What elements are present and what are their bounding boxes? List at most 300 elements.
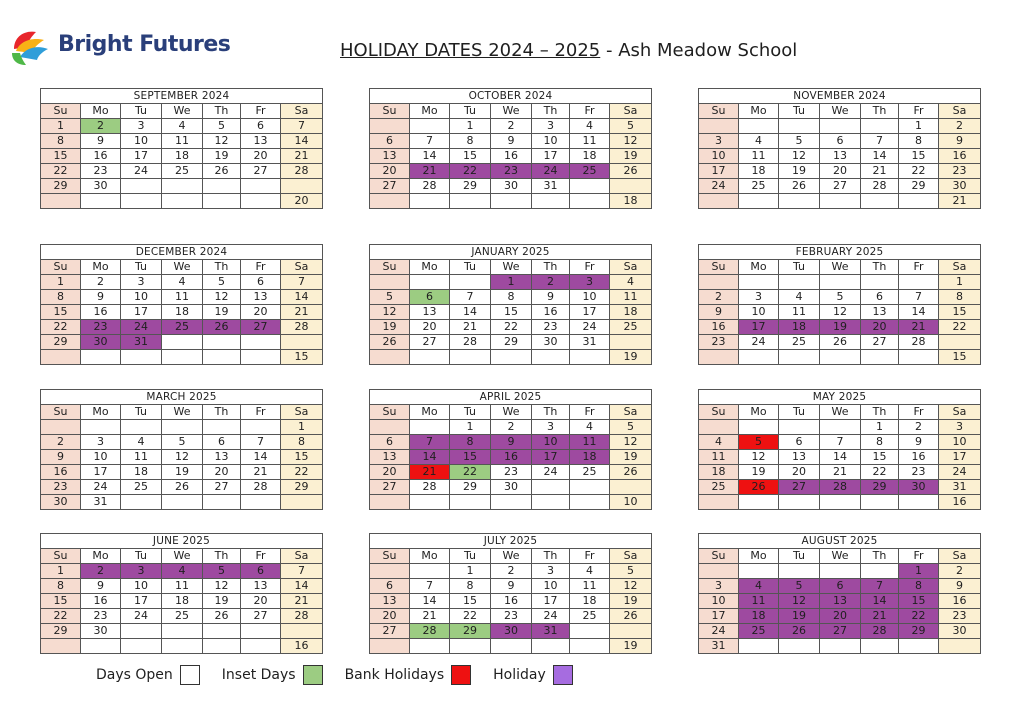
empty-cell [820, 495, 861, 510]
empty-cell [162, 639, 203, 654]
day-header: Th [861, 104, 899, 119]
day-cell: 13 [370, 450, 410, 465]
day-cell: 23 [939, 609, 981, 624]
day-cell: 1 [450, 119, 491, 134]
day-cell: 21 [410, 164, 450, 179]
day-cell: 2 [699, 290, 739, 305]
day-cell: 8 [41, 579, 81, 594]
legend [96, 664, 595, 686]
day-cell: 12 [370, 305, 410, 320]
day-cell: 2 [491, 420, 532, 435]
day-cell: 14 [281, 134, 323, 149]
legend-item-bank-holidays [345, 665, 472, 685]
day-cell: 16 [699, 320, 739, 335]
day-cell: 28 [410, 179, 450, 194]
day-cell: 23 [81, 320, 121, 335]
day-cell: 5 [779, 579, 820, 594]
day-cell: 30 [491, 179, 532, 194]
day-cell: 27 [370, 480, 410, 495]
day-cell [281, 335, 323, 350]
empty-cell [899, 350, 939, 365]
day-cell [410, 420, 450, 435]
day-cell [820, 275, 861, 290]
day-cell: 7 [861, 579, 899, 594]
day-cell: 16 [81, 594, 121, 609]
day-cell: 11 [570, 134, 610, 149]
day-cell: 29 [491, 335, 532, 350]
day-cell: 18 [121, 465, 162, 480]
legend-swatch [451, 665, 471, 685]
day-cell: 10 [699, 149, 739, 164]
day-cell: 15 [450, 149, 491, 164]
day-cell: 18 [162, 305, 203, 320]
day-cell [162, 624, 203, 639]
day-cell: 25 [699, 480, 739, 495]
day-cell: 7 [820, 435, 861, 450]
day-cell: 30 [939, 624, 981, 639]
day-cell [162, 335, 203, 350]
day-cell [610, 480, 652, 495]
day-header: Fr [899, 549, 939, 564]
day-cell: 16 [532, 305, 570, 320]
day-cell: 27 [861, 335, 899, 350]
empty-cell [81, 194, 121, 209]
empty-cell [241, 194, 281, 209]
empty-cell [370, 639, 410, 654]
day-cell: 11 [779, 305, 820, 320]
day-cell: 12 [203, 579, 241, 594]
day-cell: 21 [861, 164, 899, 179]
day-cell: 11 [121, 450, 162, 465]
legend-label: Bank Holidays [344, 667, 445, 683]
day-cell: 19 [779, 164, 820, 179]
empty-cell [899, 495, 939, 510]
day-cell: 31 [570, 335, 610, 350]
day-cell: 29 [41, 335, 81, 350]
day-cell: 23 [532, 320, 570, 335]
day-cell: 11 [570, 579, 610, 594]
day-cell: 5 [820, 290, 861, 305]
day-header: Mo [410, 104, 450, 119]
day-cell [779, 639, 820, 654]
day-header: Fr [241, 104, 281, 119]
day-cell: 5 [739, 435, 779, 450]
day-cell: 28 [899, 335, 939, 350]
day-cell: 4 [739, 134, 779, 149]
day-cell [739, 564, 779, 579]
empty-cell [491, 194, 532, 209]
day-cell: 27 [241, 320, 281, 335]
day-cell: 29 [450, 480, 491, 495]
day-header: Tu [450, 549, 491, 564]
day-cell: 8 [450, 579, 491, 594]
day-cell: 12 [610, 579, 652, 594]
day-cell: 22 [450, 164, 491, 179]
day-cell: 23 [491, 609, 532, 624]
day-cell [241, 335, 281, 350]
day-cell: 18 [162, 149, 203, 164]
day-cell: 20 [370, 465, 410, 480]
day-cell: 27 [820, 179, 861, 194]
day-cell [610, 335, 652, 350]
day-cell: 19 [370, 320, 410, 335]
empty-cell [532, 194, 570, 209]
day-header: Su [370, 405, 410, 420]
day-cell: 18 [779, 320, 820, 335]
empty-cell [699, 495, 739, 510]
day-cell: 15 [861, 450, 899, 465]
day-cell: 19 [739, 465, 779, 480]
day-cell [450, 275, 491, 290]
day-cell: 24 [121, 164, 162, 179]
day-cell: 13 [241, 290, 281, 305]
day-cell: 23 [491, 164, 532, 179]
day-cell [610, 179, 652, 194]
day-header: Tu [779, 405, 820, 420]
day-cell: 12 [203, 134, 241, 149]
day-cell: 30 [532, 335, 570, 350]
day-header: We [491, 549, 532, 564]
day-cell: 1 [491, 275, 532, 290]
day-cell: 13 [241, 579, 281, 594]
day-cell: 14 [861, 594, 899, 609]
day-cell: 3 [121, 119, 162, 134]
day-cell: 27 [370, 624, 410, 639]
day-header: Su [699, 549, 739, 564]
day-cell [699, 564, 739, 579]
month-title: NOVEMBER 2024 [699, 89, 981, 104]
month-calendar [698, 88, 981, 209]
day-cell: 3 [570, 275, 610, 290]
day-cell: 19 [610, 594, 652, 609]
empty-cell [450, 495, 491, 510]
day-cell: 26 [203, 164, 241, 179]
day-cell: 21 [281, 149, 323, 164]
month-calendar [698, 533, 981, 654]
day-cell: 28 [281, 609, 323, 624]
day-cell: 15 [450, 450, 491, 465]
day-cell: 20 [241, 305, 281, 320]
day-cell: 16 [491, 594, 532, 609]
day-cell: 18 [739, 164, 779, 179]
day-cell: 25 [570, 164, 610, 179]
day-header: Th [861, 260, 899, 275]
day-cell: 12 [610, 134, 652, 149]
day-cell: 8 [450, 134, 491, 149]
day-cell [410, 119, 450, 134]
day-cell: 2 [41, 435, 81, 450]
day-cell: 5 [203, 564, 241, 579]
day-header: Sa [939, 549, 981, 564]
day-cell: 6 [370, 435, 410, 450]
day-cell [41, 420, 81, 435]
day-cell: 23 [899, 465, 939, 480]
day-cell: 2 [81, 119, 121, 134]
brand-name: Bright Futures [58, 32, 231, 57]
day-cell [861, 564, 899, 579]
empty-cell [121, 639, 162, 654]
empty-cell [899, 194, 939, 209]
day-cell [241, 179, 281, 194]
day-header: Mo [410, 260, 450, 275]
day-cell: 20 [203, 465, 241, 480]
day-cell: 24 [570, 320, 610, 335]
empty-cell [491, 350, 532, 365]
month-title: MAY 2025 [699, 390, 981, 405]
month-calendar [369, 389, 652, 510]
day-header: We [162, 104, 203, 119]
day-cell: 8 [281, 435, 323, 450]
day-cell [81, 420, 121, 435]
day-header: We [162, 405, 203, 420]
day-cell: 12 [610, 435, 652, 450]
day-cell: 4 [570, 420, 610, 435]
day-cell: 4 [162, 275, 203, 290]
legend-swatch [180, 665, 200, 685]
day-cell: 28 [410, 624, 450, 639]
day-cell: 21 [281, 305, 323, 320]
day-cell: 24 [121, 609, 162, 624]
day-header: Su [41, 104, 81, 119]
day-cell [899, 275, 939, 290]
legend-item-days-open [96, 665, 200, 685]
day-cell: 6 [370, 134, 410, 149]
day-header: Th [532, 549, 570, 564]
day-cell [570, 624, 610, 639]
empty-cell [739, 350, 779, 365]
day-cell: 21 [820, 465, 861, 480]
day-cell: 16 [491, 450, 532, 465]
day-cell: 13 [203, 450, 241, 465]
day-cell [370, 119, 410, 134]
day-cell: 31 [81, 495, 121, 510]
day-cell: 30 [491, 624, 532, 639]
day-cell: 16 [939, 594, 981, 609]
day-cell: 28 [410, 480, 450, 495]
day-header: Tu [121, 549, 162, 564]
day-cell: 29 [281, 480, 323, 495]
day-cell: 30 [81, 624, 121, 639]
day-cell: 14 [281, 290, 323, 305]
empty-cell [699, 350, 739, 365]
day-cell: 17 [532, 149, 570, 164]
month-calendar [40, 88, 323, 209]
day-header: Mo [81, 405, 121, 420]
day-header: Mo [739, 260, 779, 275]
empty-cell [779, 350, 820, 365]
empty-cell [410, 350, 450, 365]
month-calendar [40, 389, 323, 510]
day-cell [370, 275, 410, 290]
day-cell: 6 [370, 579, 410, 594]
empty-cell [81, 350, 121, 365]
day-cell [532, 480, 570, 495]
day-cell: 19 [203, 149, 241, 164]
day-cell: 14 [899, 305, 939, 320]
day-header: We [491, 260, 532, 275]
day-cell: 24 [699, 624, 739, 639]
empty-cell [739, 495, 779, 510]
day-cell: 13 [820, 149, 861, 164]
empty-cell [121, 194, 162, 209]
day-cell: 9 [939, 579, 981, 594]
day-cell: 22 [450, 465, 491, 480]
open-days-total: 20 [281, 194, 323, 209]
day-cell: 6 [820, 579, 861, 594]
day-cell: 28 [241, 480, 281, 495]
day-cell: 2 [939, 119, 981, 134]
day-cell: 17 [121, 305, 162, 320]
page-title-main: HOLIDAY DATES 2024 – 2025 [340, 40, 601, 61]
day-header: Fr [570, 104, 610, 119]
day-cell: 30 [491, 480, 532, 495]
day-cell: 21 [241, 465, 281, 480]
day-cell: 30 [81, 179, 121, 194]
day-cell: 27 [241, 609, 281, 624]
day-cell: 22 [281, 465, 323, 480]
empty-cell [570, 639, 610, 654]
day-cell: 7 [410, 579, 450, 594]
day-header: We [820, 260, 861, 275]
day-cell: 1 [450, 564, 491, 579]
day-header: Sa [939, 104, 981, 119]
day-cell: 24 [739, 335, 779, 350]
empty-cell [241, 639, 281, 654]
day-cell: 12 [820, 305, 861, 320]
day-header: We [162, 549, 203, 564]
day-cell: 2 [491, 564, 532, 579]
month-title: AUGUST 2025 [699, 534, 981, 549]
empty-cell [241, 350, 281, 365]
day-cell: 31 [532, 179, 570, 194]
day-cell: 23 [81, 609, 121, 624]
day-cell: 6 [241, 275, 281, 290]
day-header: Sa [610, 104, 652, 119]
day-cell: 18 [739, 609, 779, 624]
day-cell: 5 [610, 564, 652, 579]
day-cell: 20 [820, 164, 861, 179]
day-cell: 10 [739, 305, 779, 320]
day-cell [162, 420, 203, 435]
day-cell: 30 [939, 179, 981, 194]
day-cell [739, 639, 779, 654]
day-cell [203, 495, 241, 510]
day-cell: 22 [939, 320, 981, 335]
day-cell: 2 [491, 119, 532, 134]
day-cell: 2 [899, 420, 939, 435]
day-cell [410, 564, 450, 579]
day-cell: 26 [203, 320, 241, 335]
day-cell: 29 [450, 624, 491, 639]
empty-cell [739, 194, 779, 209]
day-cell: 26 [820, 335, 861, 350]
empty-cell [41, 350, 81, 365]
day-cell [121, 495, 162, 510]
day-cell: 16 [939, 149, 981, 164]
day-cell: 21 [450, 320, 491, 335]
day-header: Tu [121, 260, 162, 275]
day-cell: 11 [570, 435, 610, 450]
day-cell: 27 [779, 480, 820, 495]
empty-cell [162, 194, 203, 209]
day-cell: 6 [410, 290, 450, 305]
day-cell: 9 [491, 435, 532, 450]
day-cell: 9 [41, 450, 81, 465]
day-cell: 2 [532, 275, 570, 290]
day-cell: 14 [281, 579, 323, 594]
day-header: We [820, 104, 861, 119]
day-cell: 22 [41, 320, 81, 335]
day-header: Mo [410, 405, 450, 420]
day-cell: 26 [610, 164, 652, 179]
day-cell: 30 [899, 480, 939, 495]
day-header: Sa [281, 104, 323, 119]
legend-label: Days Open [96, 667, 173, 683]
empty-cell [491, 495, 532, 510]
day-cell: 10 [121, 290, 162, 305]
day-cell [162, 495, 203, 510]
day-header: Tu [450, 104, 491, 119]
day-cell [820, 119, 861, 134]
day-cell: 16 [81, 305, 121, 320]
day-cell: 18 [162, 594, 203, 609]
day-cell: 25 [162, 164, 203, 179]
day-cell: 27 [241, 164, 281, 179]
day-header: Mo [81, 260, 121, 275]
day-header: Sa [281, 405, 323, 420]
day-cell [939, 335, 981, 350]
empty-cell [410, 495, 450, 510]
day-cell: 24 [532, 164, 570, 179]
empty-cell [81, 639, 121, 654]
day-cell [610, 624, 652, 639]
day-cell: 22 [450, 609, 491, 624]
day-cell: 20 [410, 320, 450, 335]
day-cell: 9 [899, 435, 939, 450]
empty-cell [450, 639, 491, 654]
day-cell: 24 [121, 320, 162, 335]
day-cell: 20 [861, 320, 899, 335]
day-cell: 13 [370, 594, 410, 609]
day-cell: 27 [410, 335, 450, 350]
day-header: Su [41, 549, 81, 564]
day-header: Sa [610, 260, 652, 275]
day-cell: 10 [81, 450, 121, 465]
day-header: Mo [739, 405, 779, 420]
day-cell: 13 [820, 594, 861, 609]
day-cell: 7 [410, 435, 450, 450]
day-cell: 15 [491, 305, 532, 320]
day-cell: 18 [699, 465, 739, 480]
day-cell: 24 [939, 465, 981, 480]
day-cell: 23 [81, 164, 121, 179]
day-header: Fr [899, 260, 939, 275]
day-cell [241, 420, 281, 435]
day-cell: 6 [241, 564, 281, 579]
open-days-total: 16 [281, 639, 323, 654]
month-title: JUNE 2025 [41, 534, 323, 549]
day-cell: 1 [861, 420, 899, 435]
day-cell: 25 [739, 179, 779, 194]
day-cell: 10 [532, 435, 570, 450]
day-header: Th [203, 549, 241, 564]
empty-cell [162, 350, 203, 365]
day-cell: 8 [939, 290, 981, 305]
month-title: OCTOBER 2024 [370, 89, 652, 104]
day-cell [570, 480, 610, 495]
day-cell: 14 [861, 149, 899, 164]
open-days-total: 19 [610, 639, 652, 654]
